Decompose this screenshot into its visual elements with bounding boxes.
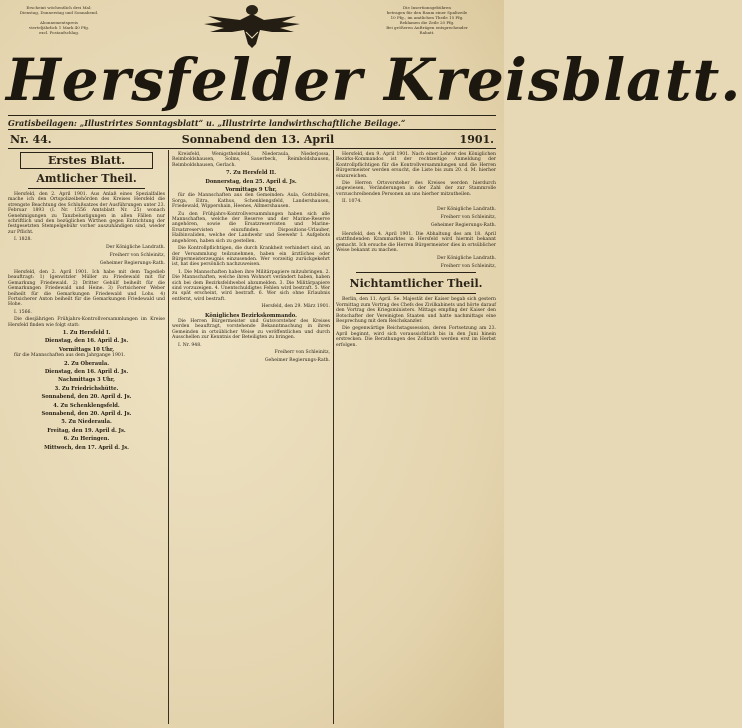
signature-line: Der Königliche Landrath. bbox=[105, 244, 165, 250]
issue-date: Sonnabend den 13. April bbox=[181, 133, 335, 146]
entry-time: Vormittags 9 Uhr, bbox=[225, 187, 277, 194]
column-divider bbox=[168, 150, 169, 724]
article-paragraph: Hersfeld, den 2. April 1901. Aus Anlaß eines Spezialfalles mache ich den Ortspolizeibehörden des Kreises Hersfeld die strengste Beachtung des Schlußsatzes der Ausführungen unter 23. Februar 1893 (I. Nr. 1556 Amtsblatt Nr. 25) wonach Genehmigungen zu Tanzbelustigungen in allen Fällen nur schriftlich und den bezüglichen Wirthen gegen Entrichtung der festgesetzten Stempelgebühr vorher auszuhändigen sind, wieder zur Pflicht. bbox=[8, 192, 165, 235]
masthead-title: Hersfelder Kreisblatt. bbox=[6, 46, 742, 114]
article-paragraph: Hersfeld, den 2. April 1901. Ich habe mit dem Tagedieb beauftragt: 1) Igenwitzler Müller zu Friedewald mit für Gemarkung Friedewald. 2) Dritter Gehülf beiheilt für die Gemarkungen Friedewald und Heine. 3) Fortsicherer Weber beiheilt für die Gemarkungen Friedewald und Lohs. 4) Fortsicherer Anton beiheilt für die Gemarkungen Friedewald und Hohe. bbox=[8, 269, 165, 308]
official-section-heading: Amtlicher Theil. bbox=[36, 172, 137, 185]
column-middle bbox=[172, 152, 330, 724]
dateline bbox=[8, 132, 496, 148]
entry-heading: 1. Zu Hersfeld I. bbox=[62, 329, 111, 336]
column-left bbox=[8, 152, 165, 724]
article-paragraph: Die Kontrollpflichtigen, die durch Krankheit verhindert sind, an der Versammlung teilzunehmen, haben ein ärztliches oder Bürgermeisterzeugnis einzusenden. Wer vorzeitig zurückgekehrt ist, hat dies persönlich nachzuweisen. bbox=[172, 246, 330, 268]
entry-heading: 4. Zu Schenklengsfeld. bbox=[53, 402, 120, 409]
entry-heading: 3. Zu Friedrichshütte. bbox=[54, 385, 119, 392]
entry-date: Mittwoch, den 17. April d. Js. bbox=[44, 444, 129, 451]
article-paragraph: Die gegenwärtige Reichstagssession, deren Fortsetzung am 23. April beginnt, wird sich voraussichtlich bis in den Juni hinein erstrecken. Die Berathungen des Zolltarifs werden erst im Herbst erfolgen. bbox=[336, 326, 496, 348]
article-paragraph: Hersfeld, den 9. April 1901. Nach einer Lehrer des Königlichen Bezirks-Kommandos ist der rechtzeitige Anmeldung der Kontrollpflichtigen für die Kontrollversammlungen und die Herren Bürgermeister werden ersucht, die Liste bis zum 20. d. M. hierher einzureichen. bbox=[336, 152, 496, 179]
divider bbox=[28, 188, 145, 189]
entry-date: Dienstag, den 16. April d. Js. bbox=[44, 338, 129, 345]
entry-date: Sonnabend, den 20. April d. Js. bbox=[41, 411, 132, 417]
signature-line: Hersfeld, den 29. März 1901. bbox=[261, 304, 330, 310]
divider bbox=[356, 293, 476, 294]
header-rule bbox=[8, 129, 496, 130]
issue-number: Nr. 44. bbox=[10, 133, 52, 146]
column-right bbox=[336, 152, 496, 724]
entry-time: Nachmittags 3 Uhr, bbox=[58, 377, 115, 384]
signature-line: Geheimer Regierungs-Rath. bbox=[430, 223, 496, 229]
signature-line: Geheimer Regierungs-Rath. bbox=[99, 261, 165, 267]
entry-heading: 2. Zu Oberaula. bbox=[63, 360, 110, 367]
entry-date: Sonnabend, den 20. April d. Js. bbox=[41, 394, 132, 401]
imperial-eagle-emblem bbox=[200, 2, 304, 50]
supplements-line: Gratisbeilagen: „Illustrirtes Sonntagsblatt“ u. „Illustrirte landwirthschaftliche Beilage.“ bbox=[8, 118, 406, 128]
article-paragraph: Hersfeld, den 4. April 1901. Die Abhaltung des am 18. April stattfindenden Krammarktes in Hersfeld wird hiermit bekannt gemacht. Ich ersuche die Herren Bürgermeister dies in ortsüblicher Weise bekannt zu machen. bbox=[336, 231, 496, 254]
header-rule bbox=[8, 148, 496, 149]
reference-number: I. 1566. bbox=[14, 309, 32, 315]
article-paragraph: Die Herren Ortsvorsteher des Kreises werden hierdurch angewiesen, Veränderungen in der Zahl der zur Stammrolle vorzuschreibenden Personen an uns hierher mitzutheilen. bbox=[336, 181, 496, 197]
article-paragraph: Die diesjährigen Frühjahrs-Kontrollversammlungen im Kreise Hersfeld finden wie folgt statt: bbox=[8, 317, 165, 328]
entry-heading: 5. Zu Niederaula. bbox=[61, 419, 112, 426]
entry-heading: 6. Zu Heringen. bbox=[63, 436, 110, 443]
signature-line: Freiherr von Schleinitz, bbox=[440, 263, 496, 269]
header-rule bbox=[8, 115, 496, 116]
entry-date: Freitag, den 19. April d. Js. bbox=[47, 427, 126, 434]
signature-line: Freiherr von Schleinitz, bbox=[109, 253, 165, 259]
issue-year: 1901. bbox=[459, 133, 494, 146]
entry-heading: 7. Zu Hersfeld II. bbox=[225, 170, 277, 177]
signature-line: Freiherr von Schleinitz, bbox=[274, 350, 330, 355]
signature-line: Geheimer Regierungs-Rath. bbox=[264, 358, 330, 364]
signature-line: Königliches Bezirkskommando. bbox=[205, 312, 297, 319]
divider bbox=[356, 272, 476, 273]
publication-terms-box: Erscheint wöchentlich drei Mal: Dienstag, Donnerstag und Sonnabend. Abonnementspreis vierteljährlich 1 Mark 40 Pfg. excl. Postaufschlag. bbox=[19, 5, 99, 35]
reference-number: I. Nr. 948. bbox=[178, 342, 202, 348]
entry-date: Dienstag, den 16. April d. Js. bbox=[44, 368, 129, 375]
column-divider bbox=[333, 150, 334, 724]
entry-time: Vormittags 10 Uhr, bbox=[58, 346, 115, 353]
nonofficial-section-heading: Nichtamtlicher Theil. bbox=[349, 277, 483, 291]
article-paragraph: für die Mannschaften aus den Gemeinden: Aula, Gottsbüren, Sorga, Eitra, Kathus, Schenklengsfeld, Landershausen, Friedewald, Wippershain, Heenes, Allmershausen. bbox=[172, 193, 330, 210]
signature-line: Der Königliche Landrath. bbox=[436, 206, 496, 212]
article-paragraph: Kreisfeld, Wenigstheinfeld, Niederaula, Niederjossa, Reimboldshausen, Solms, Sauerbeck, Reimboldshausen, Reimboldshausen, Gerlach. bbox=[172, 152, 330, 168]
first-sheet-heading: Erstes Blatt. bbox=[20, 152, 153, 169]
reference-number: II. 1074. bbox=[342, 199, 362, 205]
reference-number: I. 1828. bbox=[14, 237, 32, 243]
advertising-rates-box: Die Insertionsgebühren betragen für den Raum einer Spaltzeile 10 Pfg., im amtlichen Theile 15 Pfg. Reklamen die Zeile 20 Pfg. Bei größeren Aufträgen entsprechender Rabatt. bbox=[386, 5, 468, 35]
article-paragraph: Zu den Frühjahrs-Kontrollversammlungen haben sich alle Mannschaften, welche der Reserve und der Marine-Reserve angehören, sowie die Ersatzreservisten und Marine-Ersatzreservisten einzufinden. Dispositions-Urlauber, Halbinvaliden, welche der Landwehr und Seewehr I. Aufgebots angehören, haben sich zu gestellen. bbox=[172, 211, 330, 244]
article-paragraph: Die Herren Bürgermeister und Gutsvorsteher des Kreises werden beauftragt, vorstehende Bekanntmachung in ihren Gemeinden in ortsüblicher Weise zu veröffentlichen und durch Ausschellen zur Kenntnis der Beteiligten zu bringen. bbox=[172, 318, 330, 341]
article-paragraph: 1. Die Mannschaften haben ihre Militärpapiere mitzubringen. 2. Die Mannschaften, welche ihren Wohnort verändert haben, haben sich bei dem Bezirksfeldwebel abzumelden. 3. Die Militärpapiere sind vorzuzeigen. 4. Unentschuldigtes Fehlen wird bestraft. 5. Wer zu spät erscheint, wird bestraft. 6. Wer sich ohne Erlaubnis entfernt, wird bestraft. bbox=[172, 269, 330, 302]
entry-date: Donnerstag, den 25. April d. Js. bbox=[205, 178, 297, 185]
article-paragraph: Berlin, den 11. April. Se. Majestät der Kaiser begab sich gestern Vormittag zum Vortrag des Chefs des Zivilkabinets und hörte darauf den Vortrag des Kriegsministers. Mittags empfing der Kaiser den Botschafter der Vereinigten Staaten und hatte nachmittags eine Besprechung mit dem Reichskanzler. bbox=[336, 297, 496, 324]
signature-line: Freiherr von Schleinitz, bbox=[440, 215, 496, 221]
article-paragraph: für die Mannschaften aus dem Jahrgange 1901. bbox=[14, 353, 126, 359]
signature-line: Der Königliche Landrath. bbox=[436, 255, 496, 261]
